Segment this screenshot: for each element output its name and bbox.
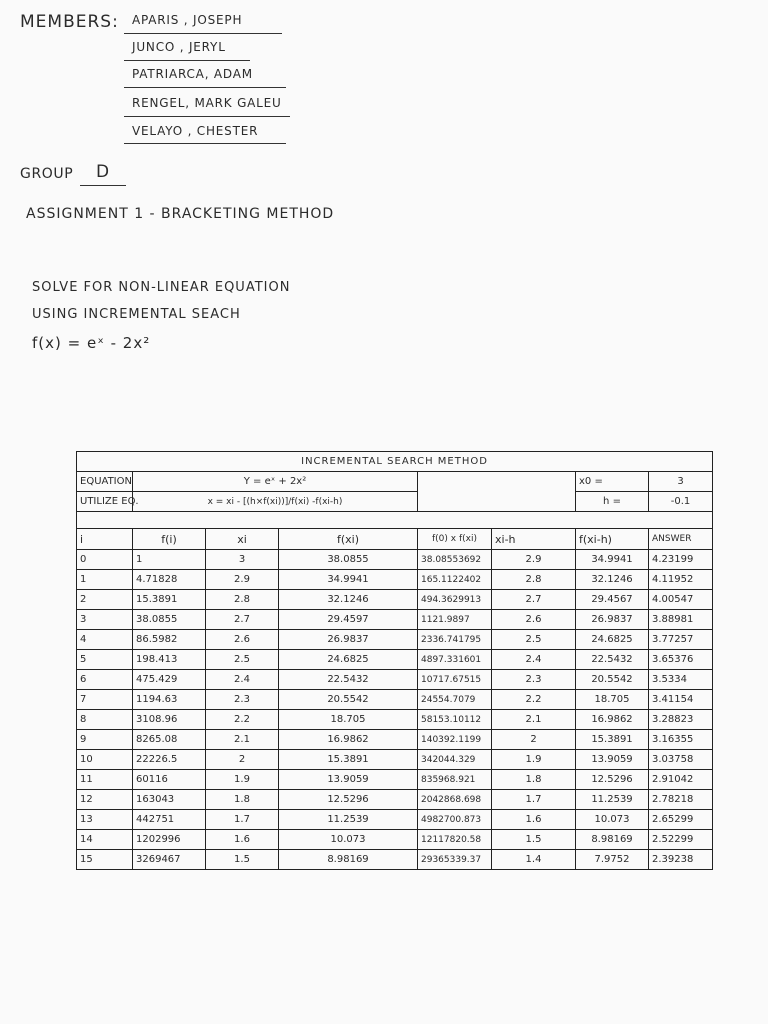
cell-xi: 1.5 [206, 850, 279, 870]
table-row [77, 650, 713, 670]
cell-answer: 3.41154 [649, 690, 713, 710]
cell-xi-h: 2.7 [492, 590, 576, 610]
cell-product: 2042868.698 [418, 790, 492, 810]
cell-answer: 3.03758 [649, 750, 713, 770]
header-xi: xi [206, 529, 279, 550]
blank-cell [418, 472, 576, 512]
table-row [77, 630, 713, 650]
header-fi: f(i) [133, 529, 206, 550]
cell-answer: 4.11952 [649, 570, 713, 590]
cell-fi: 1202996 [133, 830, 206, 850]
cell-fi: 475.429 [133, 670, 206, 690]
cell-i: 9 [77, 730, 133, 750]
cell-xi-h: 1.5 [492, 830, 576, 850]
member-underline-4 [124, 116, 290, 117]
header-fxi-h: f(xi-h) [576, 529, 649, 550]
cell-xi-h: 2.9 [492, 550, 576, 570]
cell-fi: 8265.08 [133, 730, 206, 750]
member-underline-5 [124, 143, 286, 144]
cell-product: 494.3629913 [418, 590, 492, 610]
cell-xi-h: 2.3 [492, 670, 576, 690]
cell-product: 342044.329 [418, 750, 492, 770]
table-row [77, 570, 713, 590]
cell-xi-h: 1.6 [492, 810, 576, 830]
cell-answer: 3.65376 [649, 650, 713, 670]
cell-fxi: 15.3891 [279, 750, 418, 770]
cell-answer: 3.28823 [649, 710, 713, 730]
member-underline-3 [124, 87, 286, 88]
cell-xi: 2.9 [206, 570, 279, 590]
cell-i: 1 [77, 570, 133, 590]
group-underline [80, 185, 126, 186]
cell-answer: 3.88981 [649, 610, 713, 630]
utilize-equation: x = xi - [(h×f(xi))]/f(xi) -f(xi-h) [133, 492, 418, 512]
cell-product: 12117820.58 [418, 830, 492, 850]
cell-i: 3 [77, 610, 133, 630]
cell-fxi: 34.9941 [279, 570, 418, 590]
problem-line-2: USING INCREMENTAL SEACH [32, 307, 241, 322]
cell-fxi: 16.9862 [279, 730, 418, 750]
cell-i: 8 [77, 710, 133, 730]
cell-fi: 3108.96 [133, 710, 206, 730]
cell-product: 29365339.37 [418, 850, 492, 870]
cell-xi-h: 2.4 [492, 650, 576, 670]
cell-product: 835968.921 [418, 770, 492, 790]
equation-value: Y = eˣ + 2x² [133, 472, 418, 492]
cell-i: 11 [77, 770, 133, 790]
table-row [77, 750, 713, 770]
table-row [77, 690, 713, 710]
table-row [77, 730, 713, 750]
cell-answer: 3.77257 [649, 630, 713, 650]
cell-xi-h: 2.8 [492, 570, 576, 590]
cell-i: 13 [77, 810, 133, 830]
cell-fi: 4.71828 [133, 570, 206, 590]
cell-xi: 2.3 [206, 690, 279, 710]
table-row [77, 810, 713, 830]
cell-fi: 38.0855 [133, 610, 206, 630]
member-underline-2 [124, 60, 250, 61]
cell-fxi: 32.1246 [279, 590, 418, 610]
cell-xi-h: 2.2 [492, 690, 576, 710]
cell-answer: 3.16355 [649, 730, 713, 750]
cell-xi: 2.8 [206, 590, 279, 610]
cell-i: 15 [77, 850, 133, 870]
header-product: f(0) x f(xi) [418, 529, 492, 550]
cell-fxi-h: 26.9837 [576, 610, 649, 630]
cell-xi-h: 2 [492, 730, 576, 750]
table-row [77, 610, 713, 630]
cell-fxi-h: 7.9752 [576, 850, 649, 870]
cell-xi: 2.2 [206, 710, 279, 730]
cell-fi: 163043 [133, 790, 206, 810]
cell-xi-h: 1.4 [492, 850, 576, 870]
table-row [77, 830, 713, 850]
cell-xi: 1.9 [206, 770, 279, 790]
cell-fxi: 8.98169 [279, 850, 418, 870]
cell-fxi: 11.2539 [279, 810, 418, 830]
member-underline-1 [124, 33, 282, 34]
cell-xi-h: 2.5 [492, 630, 576, 650]
cell-xi: 2 [206, 750, 279, 770]
cell-fxi: 12.5296 [279, 790, 418, 810]
cell-fxi: 22.5432 [279, 670, 418, 690]
table-row [77, 790, 713, 810]
incremental-search-table [76, 451, 712, 870]
member-name-3: PATRIARCA, ADAM [132, 67, 253, 81]
utilize-label: UTILIZE EQ. [77, 492, 133, 512]
cell-i: 6 [77, 670, 133, 690]
cell-xi: 2.4 [206, 670, 279, 690]
member-name-4: RENGEL, MARK GALEU [132, 96, 282, 110]
table-title: INCREMENTAL SEARCH METHOD [77, 452, 713, 472]
cell-product: 58153.10112 [418, 710, 492, 730]
cell-product: 24554.7079 [418, 690, 492, 710]
cell-xi: 2.6 [206, 630, 279, 650]
x0-value: 3 [649, 472, 713, 492]
cell-fi: 60116 [133, 770, 206, 790]
h-value: -0.1 [649, 492, 713, 512]
cell-fxi-h: 29.4567 [576, 590, 649, 610]
header-xi-h: xi-h [492, 529, 576, 550]
cell-i: 14 [77, 830, 133, 850]
problem-equation: f(x) = eˣ - 2x² [32, 334, 151, 352]
cell-fxi-h: 12.5296 [576, 770, 649, 790]
member-name-2: JUNCO , JERYL [132, 40, 226, 54]
cell-answer: 4.00547 [649, 590, 713, 610]
cell-xi: 1.7 [206, 810, 279, 830]
cell-fxi: 26.9837 [279, 630, 418, 650]
cell-xi: 1.6 [206, 830, 279, 850]
spacer-row [77, 512, 713, 529]
cell-fxi-h: 18.705 [576, 690, 649, 710]
cell-xi: 2.7 [206, 610, 279, 630]
cell-fxi-h: 16.9862 [576, 710, 649, 730]
cell-fxi-h: 20.5542 [576, 670, 649, 690]
cell-fxi-h: 24.6825 [576, 630, 649, 650]
x0-label: x0 = [576, 472, 649, 492]
cell-xi-h: 2.6 [492, 610, 576, 630]
cell-fi: 1194.63 [133, 690, 206, 710]
header-i: i [77, 529, 133, 550]
table-row [77, 550, 713, 570]
header-answer: ANSWER [649, 529, 713, 550]
cell-fxi: 24.6825 [279, 650, 418, 670]
cell-fi: 198.413 [133, 650, 206, 670]
group-label: GROUP [20, 166, 74, 182]
cell-fxi: 29.4597 [279, 610, 418, 630]
member-name-5: VELAYO , CHESTER [132, 124, 259, 138]
cell-fxi: 38.0855 [279, 550, 418, 570]
cell-xi: 2.5 [206, 650, 279, 670]
cell-fi: 1 [133, 550, 206, 570]
cell-product: 4897.331601 [418, 650, 492, 670]
cell-fxi-h: 11.2539 [576, 790, 649, 810]
cell-i: 5 [77, 650, 133, 670]
table-body [77, 550, 713, 870]
cell-xi: 3 [206, 550, 279, 570]
cell-i: 10 [77, 750, 133, 770]
cell-xi-h: 2.1 [492, 710, 576, 730]
table-row [77, 770, 713, 790]
cell-xi-h: 1.8 [492, 770, 576, 790]
h-label: h = [576, 492, 649, 512]
cell-i: 7 [77, 690, 133, 710]
cell-answer: 3.5334 [649, 670, 713, 690]
cell-fi: 3269467 [133, 850, 206, 870]
cell-product: 140392.1199 [418, 730, 492, 750]
cell-xi-h: 1.9 [492, 750, 576, 770]
cell-answer: 2.78218 [649, 790, 713, 810]
cell-fxi: 18.705 [279, 710, 418, 730]
cell-fi: 22226.5 [133, 750, 206, 770]
table-row [77, 590, 713, 610]
cell-fxi: 13.9059 [279, 770, 418, 790]
table-row [77, 670, 713, 690]
cell-fxi-h: 10.073 [576, 810, 649, 830]
cell-fxi-h: 8.98169 [576, 830, 649, 850]
cell-fi: 86.5982 [133, 630, 206, 650]
cell-xi: 1.8 [206, 790, 279, 810]
cell-answer: 2.65299 [649, 810, 713, 830]
cell-fxi-h: 32.1246 [576, 570, 649, 590]
cell-product: 38.08553692 [418, 550, 492, 570]
cell-fxi: 10.073 [279, 830, 418, 850]
cell-product: 1121.9897 [418, 610, 492, 630]
cell-xi: 2.1 [206, 730, 279, 750]
cell-answer: 4.23199 [649, 550, 713, 570]
header-fxi: f(xi) [279, 529, 418, 550]
table-row [77, 710, 713, 730]
cell-fxi-h: 13.9059 [576, 750, 649, 770]
cell-answer: 2.91042 [649, 770, 713, 790]
cell-fxi-h: 34.9941 [576, 550, 649, 570]
group-value: D [96, 162, 110, 182]
cell-product: 4982700.873 [418, 810, 492, 830]
cell-fi: 442751 [133, 810, 206, 830]
cell-i: 12 [77, 790, 133, 810]
equation-label: EQUATION [77, 472, 133, 492]
member-name-1: APARIS , JOSEPH [132, 13, 243, 27]
assignment-title: ASSIGNMENT 1 - BRACKETING METHOD [26, 206, 335, 222]
cell-fxi: 20.5542 [279, 690, 418, 710]
cell-fxi-h: 15.3891 [576, 730, 649, 750]
cell-i: 0 [77, 550, 133, 570]
cell-product: 2336.741795 [418, 630, 492, 650]
cell-answer: 2.39238 [649, 850, 713, 870]
cell-product: 10717.67515 [418, 670, 492, 690]
cell-answer: 2.52299 [649, 830, 713, 850]
cell-fi: 15.3891 [133, 590, 206, 610]
cell-product: 165.1122402 [418, 570, 492, 590]
cell-fxi-h: 22.5432 [576, 650, 649, 670]
members-label: MEMBERS: [20, 12, 119, 32]
cell-i: 2 [77, 590, 133, 610]
table-row [77, 850, 713, 870]
cell-xi-h: 1.7 [492, 790, 576, 810]
problem-line-1: SOLVE FOR NON-LINEAR EQUATION [32, 280, 291, 295]
cell-i: 4 [77, 630, 133, 650]
